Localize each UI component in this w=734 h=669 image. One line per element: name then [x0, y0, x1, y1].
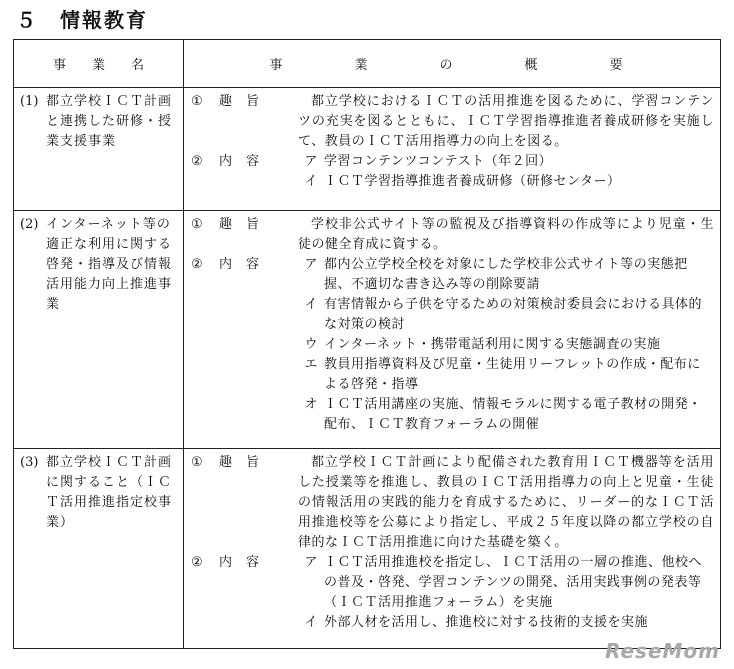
item-text: 都内公立学校全校を対象にした学校非公式サイト等の実態把握、不適切な書き込み等の削除要請: [324, 257, 688, 292]
item-text: 外部人材を活用し、推進校に対する技術的支援を実施: [324, 615, 649, 630]
item-text: ＩＣＴ活用推進校を指定し、ＩＣＴ活用の一層の推進、他校への普及・啓発、学習コンテンツの開発、活用実践事例の発表等（ＩＣＴ活用推進フォーラム）を実施: [324, 555, 703, 610]
item-text: 教員用指導資料及び児童・生徒用リーフレットの作成・配布による啓発・指導: [324, 357, 701, 392]
item-marker: ウ: [304, 337, 318, 352]
table-row: [14, 88, 721, 211]
table-row: [14, 211, 721, 449]
purpose-label: 趣旨: [219, 455, 274, 470]
item-marker: ア: [304, 257, 318, 272]
purpose-text: 都立学校におけるＩＣＴの活用推進を図るために、学習コンテンツの充実を図るとともに、ＩＣＴ学習指導推進者養成研修を実施して、教員のＩＣＴ活用指導力の向上を図る。: [298, 94, 714, 149]
item-marker: イ: [304, 297, 318, 312]
purpose-label: 趣旨: [219, 217, 274, 232]
list-item: [298, 613, 714, 633]
content-list: [298, 152, 714, 192]
section-heading: [16, 4, 148, 33]
header-summary-cell: [184, 40, 721, 88]
list-item: [298, 295, 714, 335]
item-marker: ア: [304, 555, 318, 570]
purpose-section: [191, 92, 714, 152]
purpose-text: 都立学校ＩＣＴ計画により配備された教育用ＩＣＴ機器等を活用した授業等を推進し、教員のＩＣＴ活用指導力の向上と児童・生徒の情報活用の実践的能力を育成するために、リーダー的なＩＣＴ活用推進校等を公募により指定し、平成２５年度以降の都立学校の自律的なＩＣＴ活用推進に向けた基礎を築く。: [298, 455, 714, 550]
program-name-cell: [14, 449, 184, 649]
item-marker: オ: [304, 397, 318, 412]
content-section: [191, 255, 714, 435]
purpose-text: 学校非公式サイト等の監視及び指導資料の作成等により児童・生徒の健全育成に資する。: [298, 217, 714, 252]
item-text: 有害情報から子供を守るための対策検討委員会における具体的な対策の検討: [324, 297, 703, 332]
item-text: ＩＣＴ学習指導推進者養成研修（研修センター）: [324, 174, 621, 189]
content-list: [298, 553, 714, 633]
item-marker: ア: [304, 154, 318, 169]
table-body: [14, 88, 721, 649]
program-summary-cell: [184, 449, 721, 649]
purpose-label: 趣旨: [219, 94, 274, 109]
content-section: [191, 553, 714, 633]
list-item: [298, 255, 714, 295]
program-index: (2): [20, 217, 39, 232]
list-item: [298, 335, 714, 355]
table-row: [14, 449, 721, 649]
program-name: インターネット等の適正な利用に関する啓発・指導及び情報活用能力向上推進事業: [46, 217, 173, 312]
resemom-watermark: ReseMom: [605, 639, 720, 663]
content-label: 内容: [219, 257, 274, 272]
table-header-row: [14, 40, 721, 88]
program-name-cell: [14, 88, 184, 211]
content-list: [298, 255, 714, 435]
purpose-number: ①: [191, 94, 203, 109]
item-marker: イ: [304, 615, 318, 630]
program-table: [13, 39, 721, 649]
purpose-number: ①: [191, 217, 203, 232]
item-text: 学習コンテンツコンテスト（年２回）: [324, 154, 553, 169]
content-number: ②: [191, 154, 203, 169]
program-index: (3): [20, 455, 39, 470]
list-item: [298, 395, 714, 435]
item-marker: エ: [304, 357, 318, 372]
purpose-number: ①: [191, 455, 203, 470]
item-text: インターネット・携帯電話利用に関する実態調査の実施: [324, 337, 661, 352]
header-name-cell: [14, 40, 184, 88]
content-label: 内容: [219, 555, 274, 570]
program-summary-cell: [184, 211, 721, 449]
content-label: 内容: [219, 154, 274, 169]
content-number: ②: [191, 257, 203, 272]
program-name: 都立学校ＩＣＴ計画と連携した研修・授業支援事業: [46, 94, 173, 149]
list-item: [298, 172, 714, 192]
content-number: ②: [191, 555, 203, 570]
list-item: [298, 553, 714, 613]
section-number: ５: [16, 8, 38, 32]
list-item: [298, 152, 714, 172]
item-marker: イ: [304, 174, 318, 189]
program-summary-cell: [184, 88, 721, 211]
section-title: 情報教育: [60, 8, 148, 32]
program-name: 都立学校ＩＣＴ計画に関すること（ＩＣＴ活用推進指定校事業）: [46, 455, 173, 530]
program-index: (1): [20, 94, 39, 109]
content-section: [191, 152, 714, 192]
program-name-cell: [14, 211, 184, 449]
list-item: [298, 355, 714, 395]
item-text: ＩＣＴ活用講座の実施、情報モラルに関する電子教材の開発・配布、ＩＣＴ教育フォーラムの開催: [324, 397, 702, 432]
header-summary: 事業の概要: [269, 58, 695, 73]
purpose-section: [191, 453, 714, 553]
header-name: 事業名: [52, 58, 170, 73]
purpose-section: [191, 215, 714, 255]
